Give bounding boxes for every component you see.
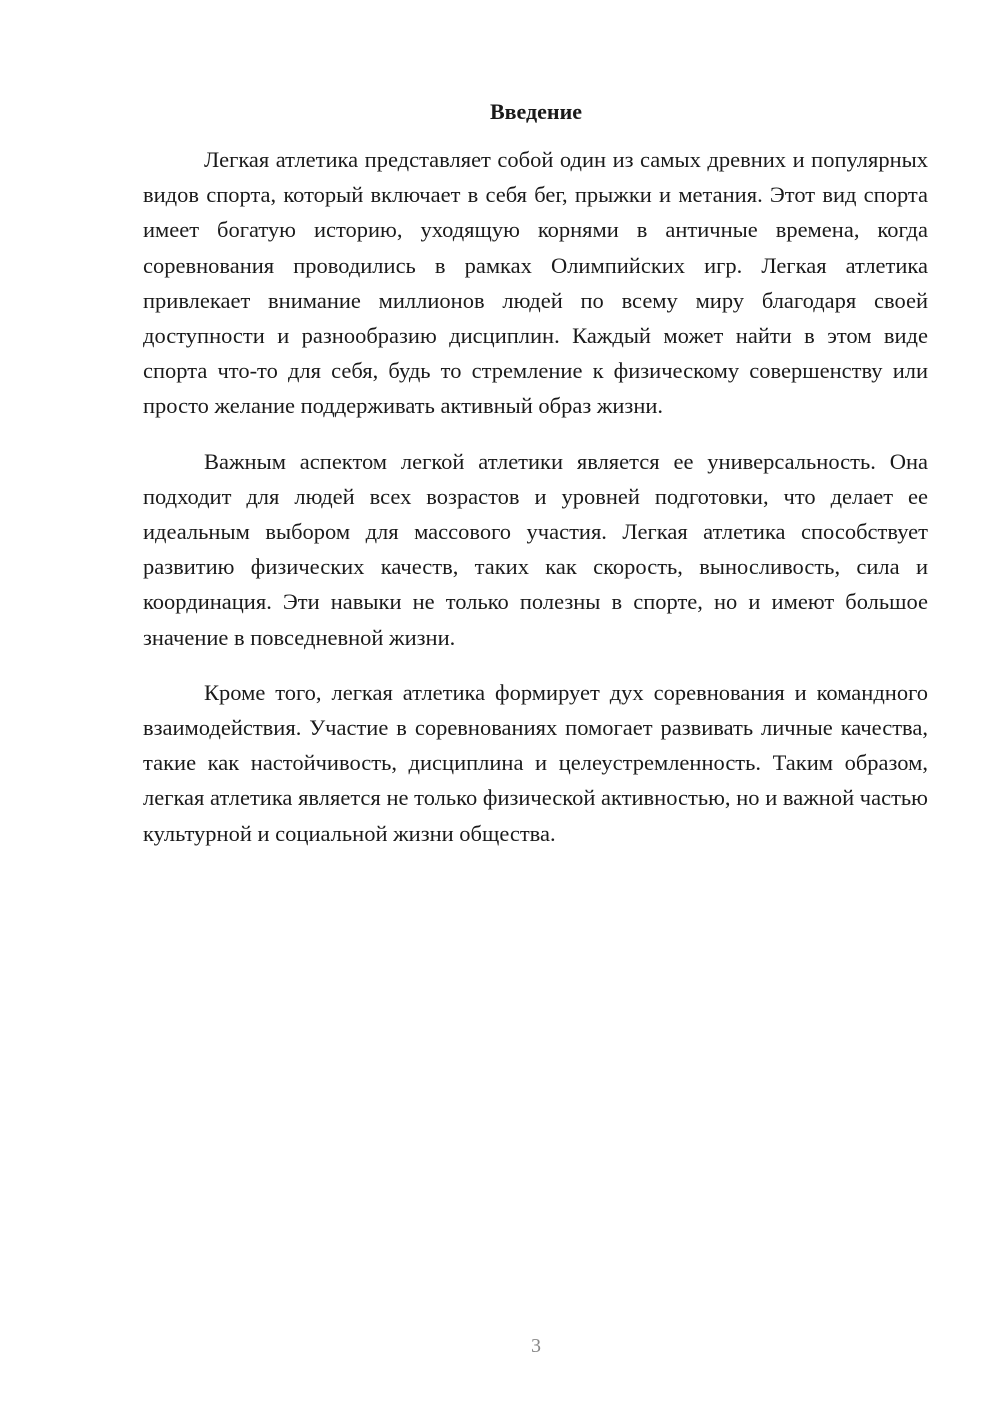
page-number: 3 bbox=[531, 1335, 541, 1357]
body-text bbox=[143, 142, 928, 871]
paragraph-3: Кроме того, легкая атлетика формирует дух соревнования и командного взаимодействия. Участие в соревнованиях помогает развивать личные качества, такие как настойчивость, дисциплина и целеустремленность. Таким образом, легкая атлетика является не только физической активностью, но и важной частью культурной и социальной жизни общества. bbox=[143, 679, 928, 846]
paragraph-1: Легкая атлетика представляет собой один из самых древних и популярных видов спорта, который включает в себя бег, прыжки и метания. Этот вид спорта имеет богатую историю, уходящую корнями в античные времена, когда соревнования проводились в рамках Олимпийских игр. Легкая атлетика привлекает внимание миллионов людей по всему миру благодаря своей доступности и разнообразию дисциплин. Каждый может найти в этом виде спорта что-то для себя, будь то стремление к физическому совершенству или просто желание поддерживать активный образ жизни. bbox=[143, 147, 928, 419]
paragraph-2: Важным аспектом легкой атлетики является ее универсальность. Она подходит для людей всех возрастов и уровней подготовки, что делает ее идеальным выбором для массового участия. Легкая атлетика способствует развитию физических качеств, таких как скорость, выносливость, сила и координация. Эти навыки не только полезны в спорте, но и имеют большое значение в повседневной жизни. bbox=[143, 448, 928, 650]
section-heading: Введение bbox=[489, 99, 583, 124]
